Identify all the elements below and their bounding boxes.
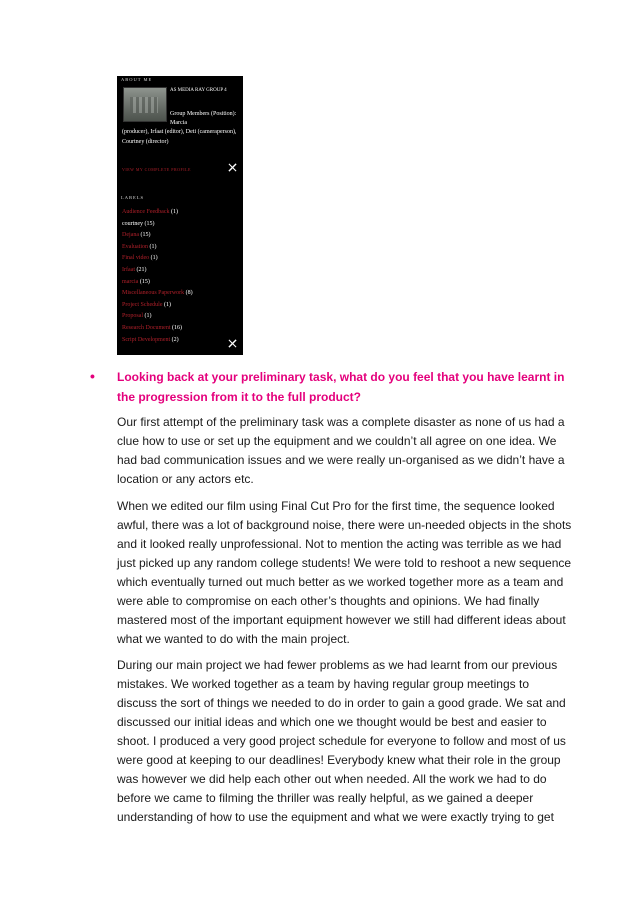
label-item[interactable]: Research Document (16): [122, 324, 182, 331]
labels-list: [122, 207, 193, 346]
labels-heading: LABELS: [121, 195, 145, 200]
about-me-heading: ABOUT ME: [121, 77, 153, 82]
label-item[interactable]: Final video (1): [122, 255, 158, 262]
label-item[interactable]: marcia (15): [122, 278, 150, 285]
label-item[interactable]: courtney (15): [122, 220, 155, 227]
group-members-intro: Group Members (Position): Marcia: [170, 111, 237, 126]
label-item[interactable]: Project Schedule (1): [122, 301, 171, 308]
blog-sidebar-screenshot: [117, 76, 243, 355]
group-name: AS MEDIA RAY GROUP 4: [170, 88, 227, 93]
label-item[interactable]: Script Development (2): [122, 336, 179, 343]
answer-paragraph: Our first attempt of the preliminary task was a complete disaster as none of us had a clue how to use or set up the equipment and we couldn’t all agree on one idea. We had bad communication issues and we were really un-organised as we didn’t have a location or any actors etc.: [117, 415, 565, 486]
wrench-screwdriver-icon[interactable]: [228, 163, 237, 172]
answer-paragraph: During our main project we had fewer problems as we had learnt from our previous mistakes. We worked together as a team by having regular group meetings to discuss the sort of things we needed to do in order to gain a good grade. We sat and discussed our initial ideas and which one we thought would be best and easier to shoot. I produced a very good project schedule for everyone to follow and most of us were good at keeping to our deadlines! Everybody knew what their role in the group was however we did help each other out when needed. All the work we had to do before we came to filming the thriller was really helpful, as we gained a deeper understanding of how to use the equipment and what we were exactly trying to get: [117, 658, 566, 824]
complete-profile-link[interactable]: VIEW MY COMPLETE PROFILE: [122, 167, 191, 172]
group-photo: [123, 87, 167, 122]
group-members-list: (producer), Irfaat (editor), Deti (cameraperson), Courtney (director): [122, 129, 237, 145]
label-item[interactable]: Evaluation (1): [122, 243, 157, 250]
label-item[interactable]: Proposal (1): [122, 313, 152, 320]
bullet-icon: •: [90, 368, 95, 384]
wrench-screwdriver-icon[interactable]: [228, 339, 237, 348]
question-heading: Looking back at your preliminary task, what do you feel that you have learnt in the progression from it to the full product?: [117, 370, 565, 404]
label-item[interactable]: Audience Feedback (1): [122, 209, 178, 215]
label-item[interactable]: Dejana (15): [122, 232, 151, 239]
label-item[interactable]: Irfaat (21): [122, 266, 147, 273]
label-item[interactable]: Miscellaneous Paperwork (8): [122, 290, 193, 297]
answer-paragraph: When we edited our film using Final Cut Pro for the first time, the sequence looked awful, there was a lot of background noise, there were un-needed objects in the shots and it looked really unprofessional. Not to mention the acting was terrible as we had just picked up any random college students! We were told to reshoot a new sequence which eventually turned out much better as we worked together more as a team and were able to compromise on each other’s thoughts and opinions. We had finally mastered most of the important equipment however we still had different ideas about what we wanted to do with the main project.: [117, 499, 572, 646]
